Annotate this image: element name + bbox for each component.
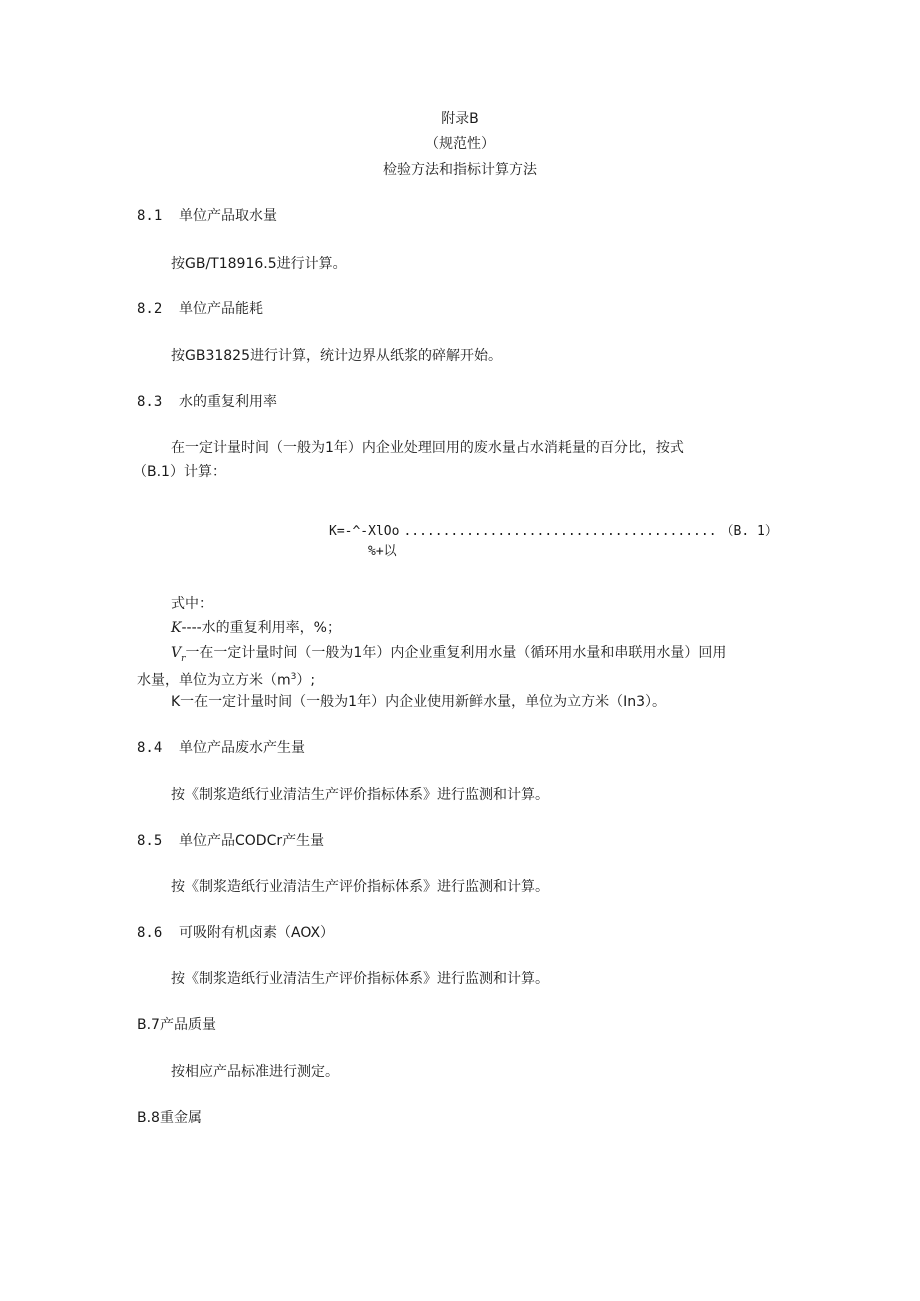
section-body: 按《制浆造纸行业清洁生产评价指标体系》进行监测和计算。: [171, 879, 549, 895]
formula-line: [329, 522, 778, 542]
appendix-heading: 检验方法和指标计算方法: [383, 162, 537, 178]
where-k2: K一在一定计量时间（一般为1年）内企业使用新鲜水量，单位为立方米（In3）。: [171, 694, 666, 710]
section-body: 按相应产品标准进行测定。: [171, 1064, 339, 1080]
where-intro: 式中：: [171, 596, 213, 612]
section-heading: [137, 923, 334, 943]
formula-ref: （B. 1）: [720, 524, 778, 539]
formula-main: K=-^-XlOo: [329, 524, 400, 539]
section-number: 8.2: [137, 301, 163, 317]
section-number: 8.4: [137, 740, 163, 756]
vr-definition-end: ）;: [296, 672, 316, 689]
section-title: 单位产品取水量: [179, 208, 277, 224]
vr-definition: 一在一定计量时间（一般为1年）内企业重复利用水量（循环用水量和串联用水量）回用: [185, 645, 727, 661]
section-heading: [137, 392, 277, 412]
formula-denominator: %+以: [368, 544, 397, 559]
section-heading: B.7产品质量: [137, 1017, 216, 1033]
section-heading: [137, 738, 305, 758]
vr-symbol: V: [171, 645, 182, 661]
section-title: 单位产品能耗: [179, 301, 263, 317]
section-title: 水的重复利用率: [179, 394, 277, 410]
where-k: [171, 618, 341, 638]
section-body: 按《制浆造纸行业清洁生产评价指标体系》进行监测和计算。: [171, 971, 549, 987]
appendix-subtitle: （规范性）: [425, 136, 495, 152]
section-heading: [137, 299, 263, 319]
appendix-title: 附录B: [441, 111, 479, 127]
section-body: 按GB31825进行计算，统计边界从纸浆的碎解开始。: [171, 348, 502, 364]
section-number: 8.6: [137, 925, 163, 941]
k-definition: ----水的重复利用率，%；: [181, 620, 341, 636]
section-number: 8.5: [137, 833, 163, 849]
section-number: 8.1: [137, 208, 163, 224]
vr-definition-cont: 水量，单位为立方米（m: [137, 672, 291, 689]
section-body: 按《制浆造纸行业清洁生产评价指标体系》进行监测和计算。: [171, 787, 549, 803]
section-heading: [137, 831, 324, 851]
section-title: 单位产品CODCr产生量: [179, 833, 325, 849]
unit-superscript: 3: [290, 672, 297, 682]
section-body: 按GB/T18916.5进行计算。: [171, 256, 347, 272]
section-body: 在一定计量时间（一般为1年）内企业处理回用的废水量占水消耗量的百分比，按式: [171, 440, 684, 456]
section-title: 单位产品废水产生量: [179, 740, 305, 756]
section-heading: [137, 206, 277, 226]
section-number: 8.3: [137, 394, 163, 410]
where-vr: [171, 643, 726, 669]
formula-dots: ........................................: [403, 524, 717, 539]
section-title: 可吸附有机卤素（AOX）: [179, 925, 335, 941]
where-vr-cont: [137, 667, 315, 691]
section-heading: B.8重金属: [137, 1110, 202, 1126]
section-body: （B.1）计算：: [133, 464, 226, 480]
k-symbol: K: [171, 620, 182, 636]
vr-subscript: r: [181, 653, 186, 664]
